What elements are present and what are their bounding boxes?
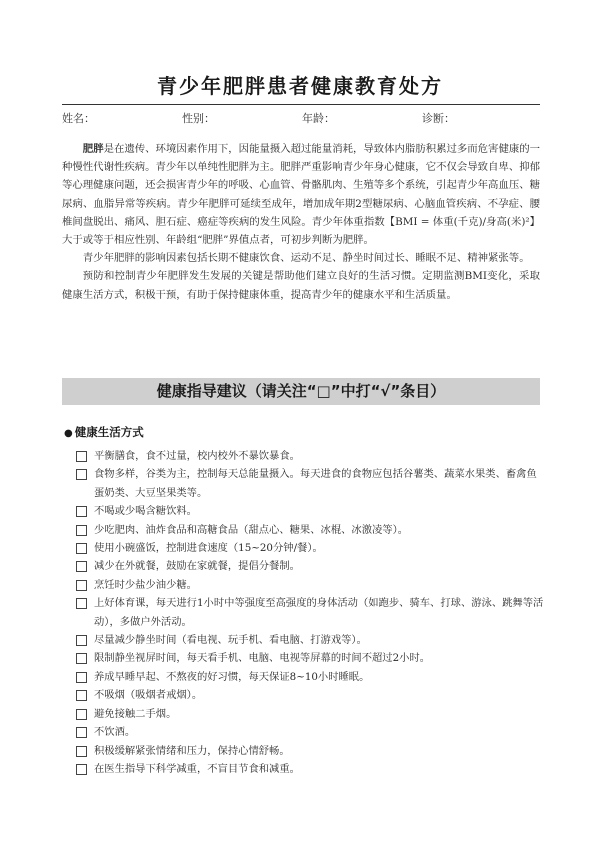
checklist-item	[76, 576, 546, 594]
checklist-item	[76, 760, 546, 778]
checklist-item-text: 食物多样，谷类为主，控制每天总能量摄入。每天进食的食物应包括谷薯类、蔬菜水果类、畜禽鱼蛋奶类、大豆坚果类等。	[94, 468, 537, 499]
bullet-icon: ●	[64, 428, 73, 439]
checklist-item-text: 尽量减少静坐时间（看电视、玩手机、看电脑、打游戏等）。	[94, 634, 367, 647]
advice-checklist	[76, 447, 546, 778]
checkbox[interactable]	[76, 709, 87, 720]
checkbox[interactable]	[76, 746, 87, 757]
checklist-item	[76, 705, 546, 723]
patient-info-row	[62, 110, 540, 126]
checklist-item	[76, 521, 546, 539]
intro-paragraph-1-text: 是在遗传、环境因素作用下，因能量摄入超过能量消耗，导致体内脂肪积累过多而危害健康的一种慢性代谢性疾病。青少年以单纯性肥胖为主。肥胖严重影响青少年身心健康，它不仅会导致自卑、抑郁等心理健康问题，还会损害青少年的呼吸、心血管、骨骼肌肉、生殖等多个系统，引起青少年高血压、糖尿病、血脂异常等疾病。青少年肥胖可延续至成年，增加成年期2型糖尿病、心脑血管疾病、不孕症、腰椎间盘脱出、痛风、胆石症、癌症等疾病的发生风险。青少年体重指数【BMI = 体重(千克)/身高(米)²】大于或等于相应性别、年龄组“肥胖”界值点者，可初步判断为肥胖。	[62, 143, 541, 247]
intro-text	[62, 140, 540, 304]
checklist-item-text: 减少在外就餐，鼓励在家就餐，提倡分餐制。	[94, 560, 300, 573]
page-title: 青少年肥胖患者健康教育处方	[157, 74, 443, 98]
checklist-item-text: 积极缓解紧张情绪和压力，保持心情舒畅。	[94, 744, 290, 757]
checklist-item-text: 平衡膳食，食不过量，校内校外不暴饮暴食。	[94, 450, 300, 462]
checklist-item	[76, 686, 546, 704]
checklist-item	[76, 557, 546, 575]
checkbox[interactable]	[76, 451, 87, 462]
checkbox[interactable]	[76, 690, 87, 701]
checklist-item-text: 使用小碗盛饭，控制进食速度（15~20分钟/餐）。	[94, 542, 323, 555]
checklist-item-text: 限制静坐视屏时间，每天看手机、电脑、电视等屏幕的时间不超过2小时。	[94, 652, 431, 665]
checkbox[interactable]	[76, 653, 87, 664]
checklist-item	[76, 594, 546, 631]
name-field-label: 姓名：	[62, 112, 95, 125]
intro-paragraph-3: 预防和控制青少年肥胖发生发展的关键是帮助他们建立良好的生活习惯。定期监测BMI变化，采取健康生活方式，积极干预，有助于保持健康体重，提高青少年的健康水平和生活质量。	[62, 270, 540, 301]
checklist-item-text: 不喝或少喝含糖饮料。	[94, 505, 197, 518]
checklist-item-text: 不吸烟（吸烟者戒烟）。	[94, 689, 203, 702]
checklist-item	[76, 447, 546, 465]
gender-field-label: 性别：	[182, 112, 215, 125]
intro-paragraph-2: 青少年肥胖的影响因素包括长期不健康饮食、运动不足、静坐时间过长、睡眠不足、精神紧张等。	[82, 252, 530, 265]
checkbox[interactable]	[76, 469, 87, 480]
obesity-term: 肥胖	[82, 143, 104, 155]
checklist-item	[76, 465, 546, 502]
section-heading-lifestyle	[64, 424, 144, 440]
checkbox[interactable]	[76, 672, 87, 683]
checklist-item-text: 烹饪时少盐少油少糖。	[94, 578, 197, 591]
checklist-item	[76, 631, 546, 649]
title-divider	[62, 104, 540, 105]
checkbox[interactable]	[76, 727, 87, 738]
checkbox[interactable]	[76, 598, 87, 609]
checklist-item	[76, 649, 546, 667]
checkbox[interactable]	[76, 506, 87, 517]
checkbox[interactable]	[76, 525, 87, 536]
checkbox[interactable]	[76, 580, 87, 591]
checklist-item-text: 上好体育课，每天进行1小时中等强度至高强度的身体活动（如跑步、骑车、打球、游泳、跳舞等活动），多做户外活动。	[94, 597, 544, 628]
checklist-item-text: 在医生指导下科学减重，不盲目节食和减重。	[94, 762, 300, 775]
checklist-item-text: 避免接触二手烟。	[94, 707, 177, 720]
checklist-item	[76, 723, 546, 741]
checklist-item-text: 少吃肥肉、油炸食品和高糖食品（甜点心、糖果、冰棍、冰激凌等）。	[94, 523, 409, 536]
checklist-item	[76, 539, 546, 557]
checkbox[interactable]	[76, 635, 87, 646]
section-heading-label: 健康生活方式	[74, 425, 144, 439]
diagnosis-field-label: 诊断：	[422, 112, 455, 125]
checklist-item-text: 养成早睡早起、不熬夜的好习惯，每天保证8~10小时睡眠。	[94, 670, 370, 683]
checklist-item	[76, 502, 546, 520]
checklist-item	[76, 742, 546, 760]
checkbox[interactable]	[76, 764, 87, 775]
checkbox[interactable]	[76, 543, 87, 554]
checklist-item	[76, 668, 546, 686]
age-field-label: 年龄：	[302, 112, 335, 125]
checkbox[interactable]	[76, 561, 87, 572]
checklist-item-text: 不饮酒。	[94, 726, 136, 739]
guidance-banner: 健康指导建议（请关注“□”中打“√”条目）	[62, 378, 540, 405]
intro-paragraph-1	[62, 140, 540, 249]
